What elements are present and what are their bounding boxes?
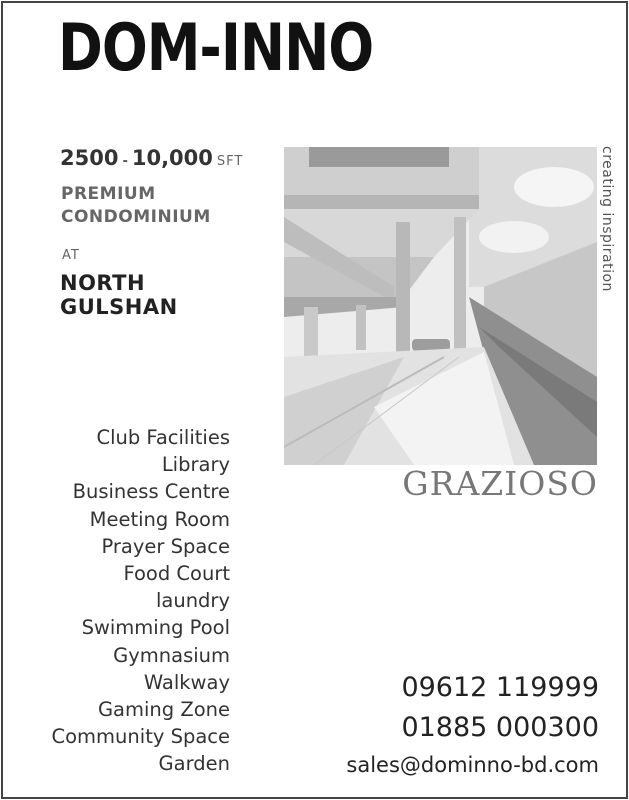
size-from: 2500 xyxy=(60,146,119,170)
brand-logo: DOM-INNO xyxy=(58,10,374,87)
facility-item: Swimming Pool xyxy=(81,616,230,640)
facility-item: Community Space xyxy=(51,725,230,749)
facility-item: Walkway xyxy=(143,670,230,694)
facility-item: Gaming Zone xyxy=(97,698,230,722)
property-type-line2: CONDOMINIUM xyxy=(61,207,211,227)
facility-item: Garden xyxy=(158,752,230,776)
location-line1: NORTH xyxy=(60,271,146,295)
phone-number-1: 09612 119999 xyxy=(401,672,599,703)
size-range xyxy=(60,146,243,170)
facility-item: Food Court xyxy=(123,562,230,586)
facility-item: Gymnasium xyxy=(113,643,230,667)
location-line2: GULSHAN xyxy=(60,295,178,319)
email-address: sales@dominno-bd.com xyxy=(346,753,599,777)
facility-item: Prayer Space xyxy=(101,534,230,558)
tagline: creating inspiration xyxy=(599,146,615,292)
size-unit: SFT xyxy=(216,154,244,169)
facility-item: Club Facilities xyxy=(96,426,230,449)
facility-item: laundry xyxy=(155,589,230,613)
contact-block xyxy=(346,668,599,780)
building-render-illustration xyxy=(284,147,597,465)
facility-item: Library xyxy=(161,453,230,477)
size-to: 10,000 xyxy=(131,146,213,170)
property-type xyxy=(61,183,211,229)
phone-number-2: 01885 000300 xyxy=(401,712,599,743)
facility-item: Meeting Room xyxy=(89,507,230,531)
facilities-list xyxy=(52,424,230,778)
size-separator: - xyxy=(122,154,128,169)
location xyxy=(60,271,178,319)
building-render-image xyxy=(284,147,597,465)
property-type-line1: PREMIUM xyxy=(61,184,156,204)
facility-item: Business Centre xyxy=(72,480,230,504)
at-label: AT xyxy=(62,248,80,263)
project-name: GRAZIOSO xyxy=(402,464,598,503)
